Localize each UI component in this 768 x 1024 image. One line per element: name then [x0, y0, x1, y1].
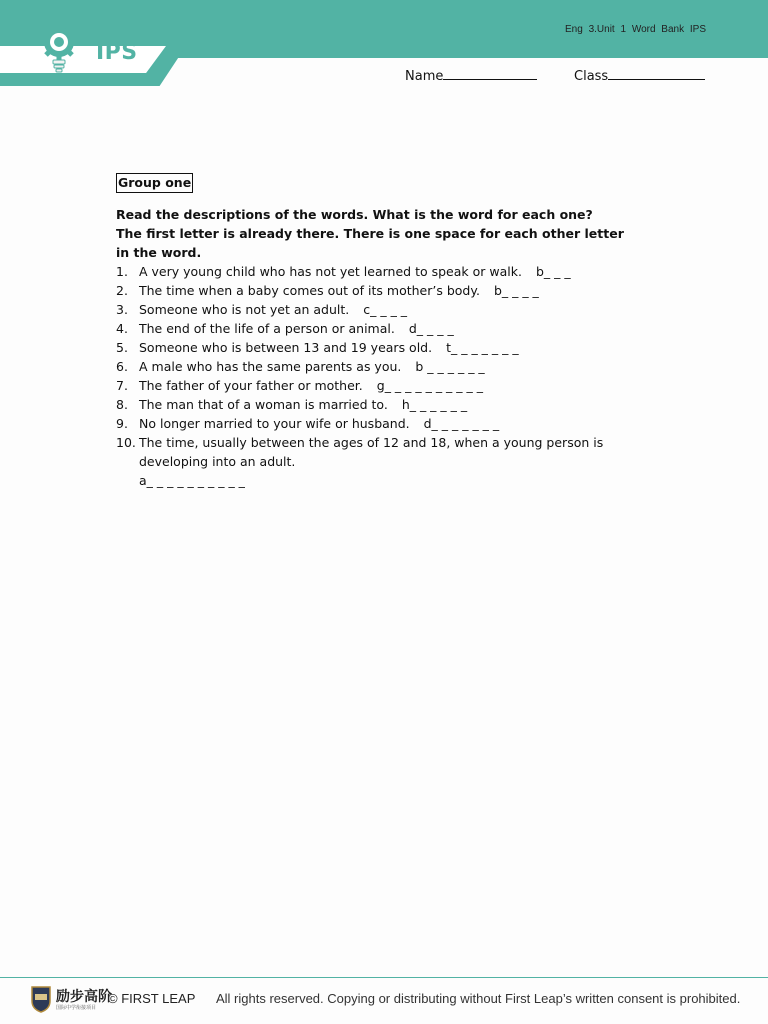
list-item — [116, 300, 636, 319]
item-answer-blank[interactable]: b_ _ _ — [535, 264, 571, 279]
item-answer-blank[interactable]: a_ _ _ _ _ _ _ _ _ _ — [139, 473, 245, 488]
item-number: 8. — [116, 397, 128, 412]
instructions — [116, 205, 636, 262]
list-item — [116, 414, 636, 433]
item-number: 9. — [116, 416, 128, 431]
class-field[interactable] — [574, 66, 705, 84]
item-answer-blank[interactable]: b_ _ _ _ — [493, 283, 539, 298]
cn-brand-name: 励步高阶 — [56, 989, 112, 1005]
document-tag: Eng 3.Unit 1 Word Bank IPS — [565, 24, 706, 35]
item-answer-blank[interactable]: g_ _ _ _ _ _ _ _ _ _ — [376, 378, 483, 393]
item-text: A male who has the same parents as you. — [139, 359, 402, 374]
list-item — [116, 395, 636, 414]
item-number: 5. — [116, 340, 128, 355]
class-blank-line[interactable] — [608, 66, 705, 80]
item-number: 4. — [116, 321, 128, 336]
group-title: Group one — [116, 173, 193, 193]
shield-logo-icon — [30, 985, 52, 1013]
item-answer-blank[interactable]: d_ _ _ _ _ _ _ — [423, 416, 500, 431]
item-text: A very young child who has not yet learned to speak or walk. — [139, 264, 522, 279]
item-text: The father of your father or mother. — [139, 378, 363, 393]
item-number: 1. — [116, 264, 128, 279]
list-item — [116, 319, 636, 338]
gear-lightbulb-logo-icon — [36, 22, 82, 74]
item-number: 10. — [116, 435, 136, 450]
name-label: Name — [405, 69, 444, 84]
class-label: Class — [574, 69, 609, 84]
instructions-line-1: Read the descriptions of the words. What is the word for each one? — [116, 207, 593, 222]
copyright: © FIRST LEAP — [108, 991, 196, 1006]
name-blank-line[interactable] — [443, 66, 537, 80]
header-tab-inner — [0, 46, 166, 73]
item-text: The end of the life of a person or animal. — [139, 321, 395, 336]
list-item — [116, 281, 636, 300]
item-number: 6. — [116, 359, 128, 374]
item-text: The man that of a woman is married to. — [139, 397, 388, 412]
item-text: No longer married to your wife or husband. — [139, 416, 410, 431]
item-text: The time when a baby comes out of its mother’s body. — [139, 283, 480, 298]
item-text: Someone who is not yet an adult. — [139, 302, 350, 317]
list-item — [116, 262, 636, 281]
item-number: 2. — [116, 283, 128, 298]
brand-title: IPS — [96, 40, 138, 65]
item-text: Someone who is between 13 and 19 years old. — [139, 340, 433, 355]
item-answer-blank[interactable]: t_ _ _ _ _ _ _ — [446, 340, 519, 355]
item-answer-blank[interactable]: d_ _ _ _ — [408, 321, 454, 336]
item-answer-blank[interactable]: b _ _ _ _ _ _ — [415, 359, 485, 374]
item-number: 3. — [116, 302, 128, 317]
item-text: The time, usually between the ages of 12 and 18, when a young person is developing into an adult. — [139, 435, 604, 469]
question-list — [116, 262, 636, 490]
instructions-line-2: The first letter is already there. There is one space for each other letter in the word. — [116, 226, 624, 260]
cn-brand-subtitle: 国际中学衔接项目 — [56, 1005, 97, 1011]
rights-notice: All rights reserved. Copying or distributing without First Leap’s written consent is prohibited. — [216, 991, 741, 1006]
list-item — [116, 433, 636, 490]
name-field[interactable] — [405, 66, 537, 84]
list-item — [116, 338, 636, 357]
footer — [30, 985, 750, 1015]
item-answer-blank[interactable]: c_ _ _ _ — [363, 302, 408, 317]
item-number: 7. — [116, 378, 128, 393]
item-answer-blank[interactable]: h_ _ _ _ _ _ — [401, 397, 468, 412]
list-item — [116, 376, 636, 395]
footer-divider — [0, 977, 768, 978]
worksheet — [116, 173, 636, 490]
list-item — [116, 357, 636, 376]
